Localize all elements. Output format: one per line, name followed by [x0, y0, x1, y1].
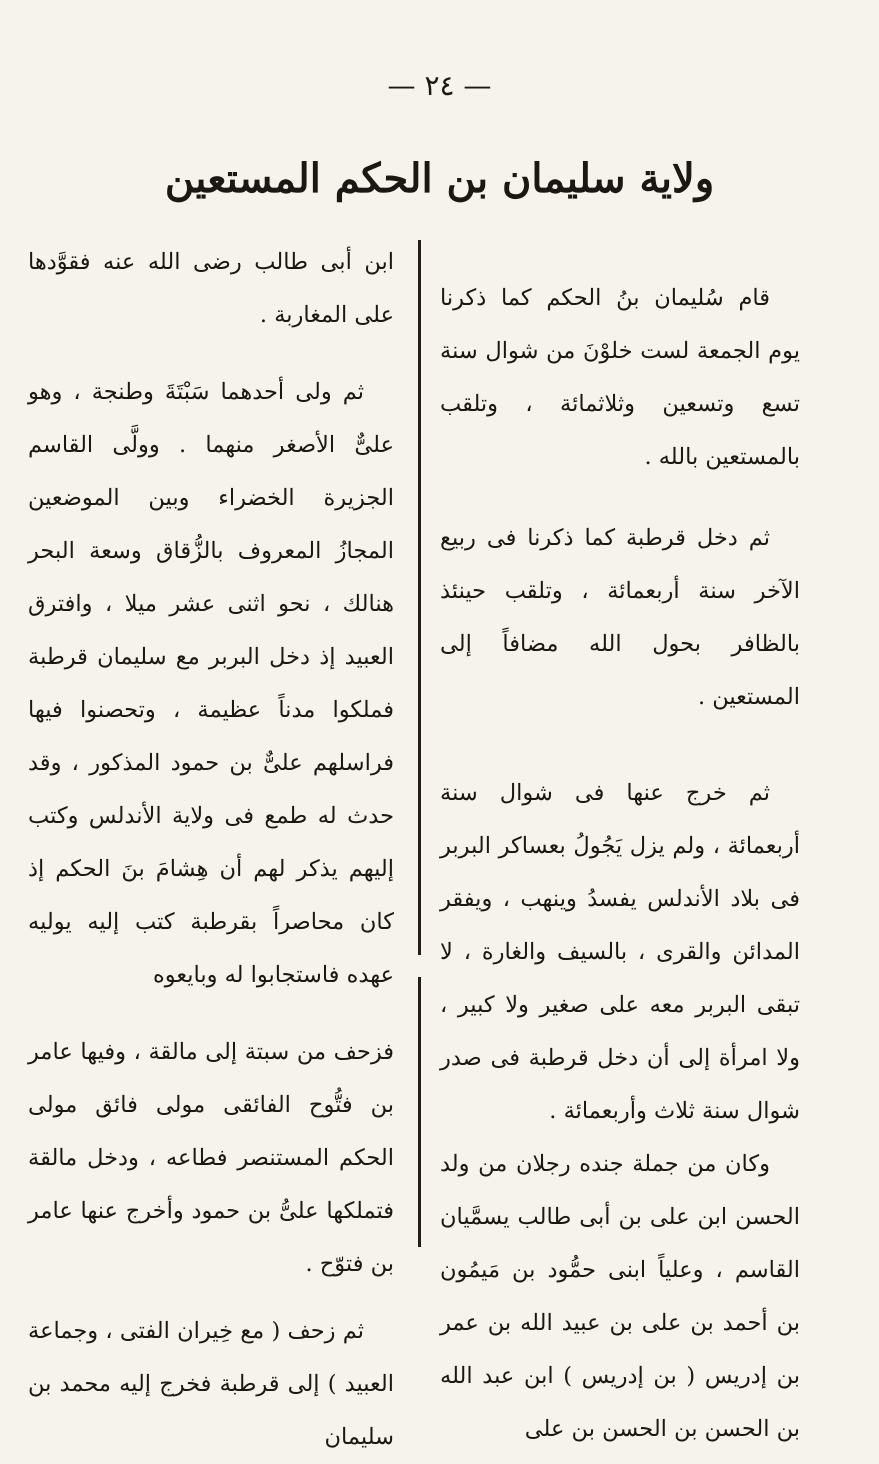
left-column	[28, 236, 394, 1464]
paragraph: قام سُليمان بنُ الحكم كما ذكرنا يوم الجمعة لست خلوْنَ من شوال سنة تسع وتسعين وثلاثمائة ، وتلقب بالمستعين بالله .	[440, 285, 800, 470]
page-number: — ٢٤ —	[387, 69, 492, 102]
right-column	[440, 272, 800, 1456]
paragraph: فزحف من سبتة إلى مالقة ، وفيها عامر بن فتُّوح الفائقى مولى فائق مولى الحكم المستنصر فطاعه ، ودخل مالقة فتملكها علىُّ بن حمود وأخرج عنها عامر بن فتوّح .	[28, 1039, 394, 1277]
paragraph: ثم دخل قرطبة كما ذكرنا فى ربيع الآخر سنة أربعمائة ، وتلقب حينئذ بالظافر بحول الله مضافاً إلى المستعين .	[440, 525, 800, 710]
page-title: ولاية سليمان بن الحكم المستعين	[164, 155, 715, 202]
column-divider	[418, 240, 421, 1247]
paragraph: وكان من جملة جنده رجلان من ولد الحسن ابن على بن أبى طالب يسمَّيان القاسم ، وعلياً ابنى حمُّود بن مَيمُون بن أحمد بن على بن عبيد الله بن عمر بن إدريس ( بن إدريس ) ابن عبد الله بن الحسن بن الحسن بن على	[440, 1151, 800, 1442]
paragraph: ثم خرج عنها فى شوال سنة أربعمائة ، ولم يزل يَجُولُ بعساكر البربر فى بلاد الأندلس يفسدُ وينهب ، ويفقر المدائن والقرى ، بالسيف والغارة ، لا تبقى البربر معه على صغير ولا كبير ، ولا امرأة إلى أن دخل قرطبة فى صدر شوال سنة ثلاث وأربعمائة .	[440, 780, 800, 1124]
column-divider-gap	[413, 955, 425, 977]
paragraph: ابن أبى طالب رضى الله عنه فقوَّدها على المغاربة .	[28, 249, 394, 328]
paragraph: ثم ولى أحدهما سَبْتَةَ وطنجة ، وهو علىٌّ الأصغر منهما . وولَّى القاسم الجزيرة الخضراء وبين الموضعين المجازُ المعروف بالزُّقاق وسعة البحر هنالك ، نحو اثنى عشر ميلا ، وافترق العبيد إذ دخل البربر مع سليمان قرطبة فملكوا مدناً عظيمة ، وتحصنوا فيها فراسلهم علىٌّ بن حمود المذكور ، وقد حدث له طمع فى ولاية الأندلس وكتب إليهم يذكر لهم أن هِشامَ بنَ الحكم إذ كان محاصراً بقرطبة كتب إليه يوليه عهده فاستجابوا له وبايعوه	[28, 379, 394, 988]
paragraph: ثم زحف ( مع خِيران الفتى ، وجماعة العبيد ) إلى قرطبة فخرج إليه محمد بن سليمان	[28, 1318, 394, 1450]
